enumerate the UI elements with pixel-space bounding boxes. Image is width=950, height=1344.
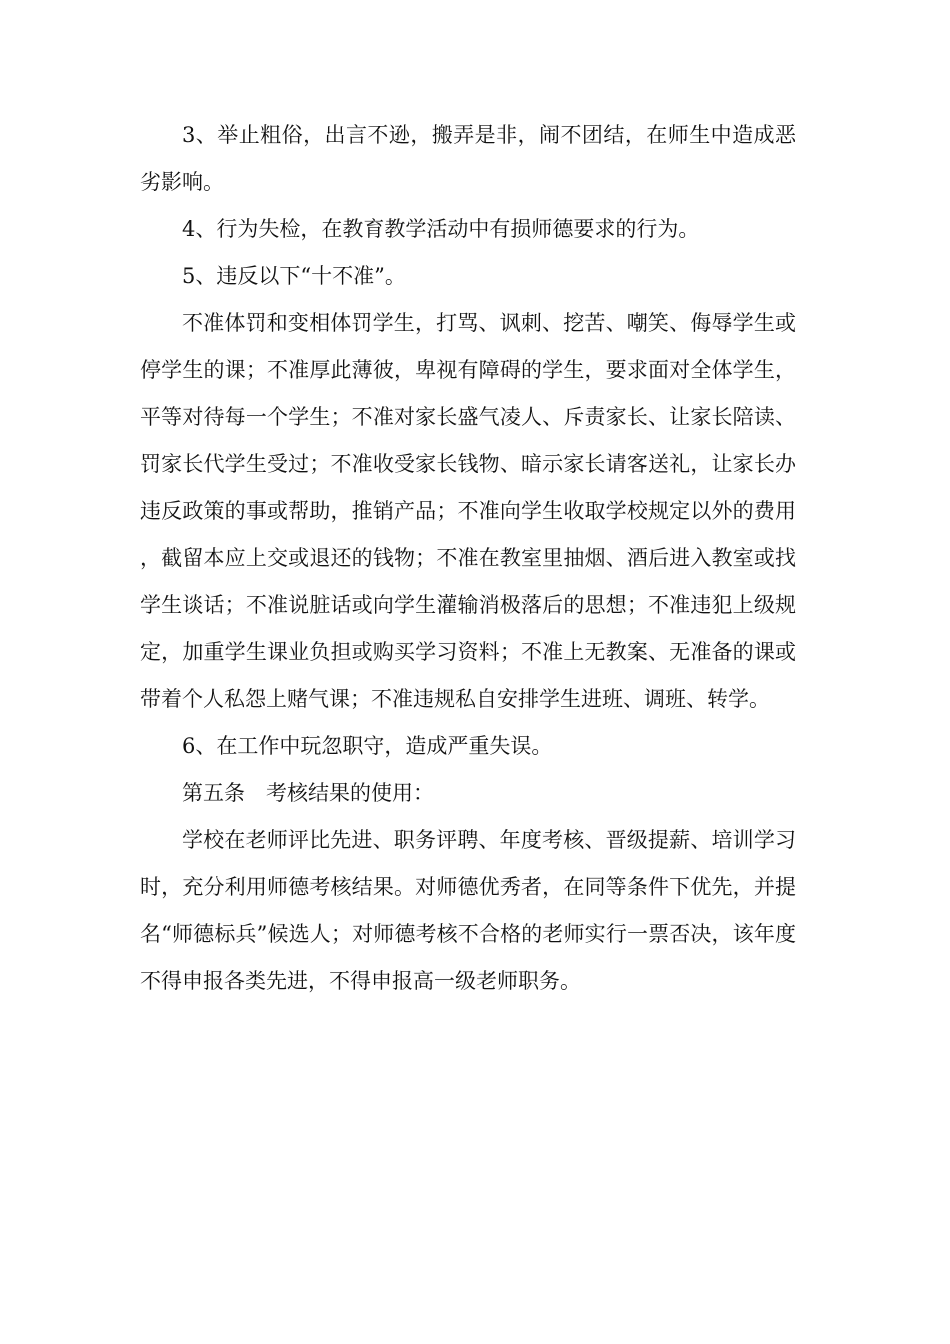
- paragraph-item-6-negligence: 6、在工作中玩忽职守，造成严重失误。: [182, 734, 553, 758]
- paragraph-item-5-ten-prohibitions: 5、违反以下“十不准”。: [182, 264, 406, 288]
- paragraph-ten-prohibitions-list: 不准体罚和变相体罚学生，打骂、讽刺、挖苦、嘲笑、侮辱学生或停学生的课；不准厚此薄彼，卑视有障碍的学生，要求面对全体学生，平等对待每一个学生；不准对家长盛气凌人、斥责家长、让家长陪读、罚家长代学生受过；不准收受家长钱物、暗示家长请客送礼，让家长办违反政策的事或帮助，推销产品；不准向学生收取学校规定以外的费用，截留本应上交或退还的钱物；不准在教室里抽烟、酒后进入教室或找学生谈话；不准说脏话或向学生灌输消极落后的思想；不准违犯上级规定，加重学生课业负担或购买学习资料；不准上无教案、无准备的课或带着个人私怨上赌气课；不准违规私自安排学生进班、调班、转学。: [140, 311, 796, 711]
- paragraph-assessment-results-use: 学校在老师评比先进、职务评聘、年度考核、晋级提薪、培训学习时，充分利用师德考核结果。对师德优秀者，在同等条件下优先，并提名“师德标兵”候选人；对师德考核不合格的老师实行一票否决，该年度不得申报各类先进，不得申报高一级老师职务。: [140, 828, 796, 993]
- article-5-heading: 第五条 考核结果的使用：: [182, 781, 434, 805]
- paragraph-item-3-conduct: 3、举止粗俗，出言不逊，搬弄是非，闹不团结，在师生中造成恶劣影响。: [140, 123, 796, 194]
- paragraph-item-4-behavior: 4、行为失检，在教育教学活动中有损师德要求的行为。: [182, 217, 700, 241]
- document-body: [140, 112, 796, 1005]
